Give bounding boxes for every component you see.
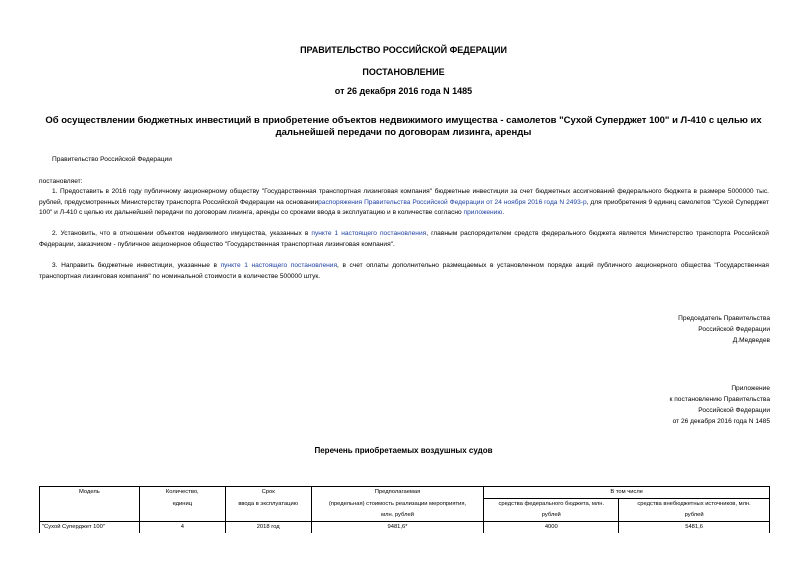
cell-model: "Сухой Суперджет 100" (40, 522, 140, 534)
header-federal-2: рублей (484, 510, 619, 522)
intro-text: Правительство Российской Федерации (52, 156, 172, 163)
paragraph-1-start: 1. Предоставить в 2016 году публичному акционерному обществу "Государственная транспортная лизинговая компания" бюджетные инвестиции за счет бюджетных ассигнований федерального бюджета в размере 5000000 тыс. рублей, предусмотренных Министерству транспорта Российской Федерации на основании (39, 188, 769, 206)
header-including: В том числе (484, 487, 770, 499)
header-qty-1: Количество, (139, 487, 225, 499)
header-model-end (40, 510, 140, 522)
appendix-label: Приложение (731, 385, 770, 392)
header-qty-end (139, 510, 225, 522)
paragraph-1-mid: , для приобретения 9 единиц самолетов "Сухой Суперджет 100" и Л-410 с целью их дальнейшей передачи по договорам лизинга, аренды со сроками ввода в эксплуатацию и в количестве согласно (39, 198, 769, 216)
signature-name: Д.Медведев (732, 337, 770, 344)
header-term-1: Срок (225, 487, 311, 499)
appendix-country: Российской Федерации (698, 407, 770, 414)
header-cost-1: Предполагаемая (311, 487, 484, 499)
paragraph-2-start: 2. Установить, что в отношении объектов недвижимого имущества, указанных в (52, 230, 309, 237)
link-point-1-a[interactable]: пункте 1 настоящего постановления (311, 230, 427, 237)
resolves-text: постановляет: (39, 178, 83, 185)
appendix-date: от 26 декабря 2016 года N 1485 (672, 418, 770, 425)
signature-country: Российской Федерации (698, 326, 770, 333)
header-term-end (225, 510, 311, 522)
paragraph-1 (39, 187, 769, 219)
signature-position: Председатель Правительства (678, 315, 770, 322)
paragraph-2 (39, 229, 769, 250)
document-title: Об осуществлении бюджетных инвестиций в приобретение объектов недвижимого имущества - самолетов "Сухой Суперджет 100" и Л-410 с целью их дальнейшей передачи по договорам лизинга, аренды (45, 115, 762, 138)
paragraph-2-end: , главным распорядителем средств федерального бюджета является Министерство транспорта Российской Федерации, заказчиком - публичное акционерное общество "Государственная транспортная лизинговая компания". (39, 230, 769, 248)
header-cost-2: (предельная) стоимость реализации мероприятия, (311, 499, 484, 511)
document-type: ПОСТАНОВЛЕНИЕ (362, 67, 445, 77)
header-external-2: рублей (619, 510, 770, 522)
appendix-ref: к постановлению Правительства (669, 396, 770, 403)
government-name: ПРАВИТЕЛЬСТВО РОССИЙСКОЙ ФЕДЕРАЦИИ (300, 45, 507, 55)
table-row (40, 522, 770, 534)
link-point-1-b[interactable]: пункте 1 настоящего постановления (220, 262, 338, 269)
header-cost-3: млн. рублей (311, 510, 484, 522)
cell-cost: 9481,6* (311, 522, 484, 534)
cell-federal: 4000 (484, 522, 619, 534)
link-appendix[interactable]: приложению (463, 209, 503, 216)
paragraph-3 (39, 261, 769, 282)
cell-external: 5481,6 (619, 522, 770, 534)
header-external-1: средства внебюджетных источников, млн. (619, 499, 770, 511)
header-model-cont (40, 499, 140, 511)
paragraph-3-end: , в счет оплаты дополнительно размещаемых в установленном порядке акций публичного акционерного общества "Государственная транспортная лизинговая компания" по номинальной стоимости в количестве 500000 штук. (39, 262, 769, 280)
header-term-2: ввода в эксплуатацию (225, 499, 311, 511)
cell-qty: 4 (139, 522, 225, 534)
link-decree-2493[interactable]: распоряжения Правительства Российской Федерации от 24 ноября 2016 года N 2493-р (318, 198, 587, 206)
cell-term: 2018 год (225, 522, 311, 534)
signature-block (678, 313, 770, 346)
header-model: Модель (40, 487, 140, 499)
header-federal-1: средства федерального бюджета, млн. (484, 499, 619, 511)
paragraph-3-start: 3. Направить бюджетные инвестиции, указанные в (52, 262, 217, 269)
document-date-number: от 26 декабря 2016 года N 1485 (334, 86, 473, 96)
aircraft-table (39, 486, 770, 533)
appendix-block (670, 383, 771, 427)
list-title: Перечень приобретаемых воздушных судов (314, 446, 493, 455)
paragraph-1-end: . (502, 209, 505, 216)
header-qty-2: единиц (139, 499, 225, 511)
